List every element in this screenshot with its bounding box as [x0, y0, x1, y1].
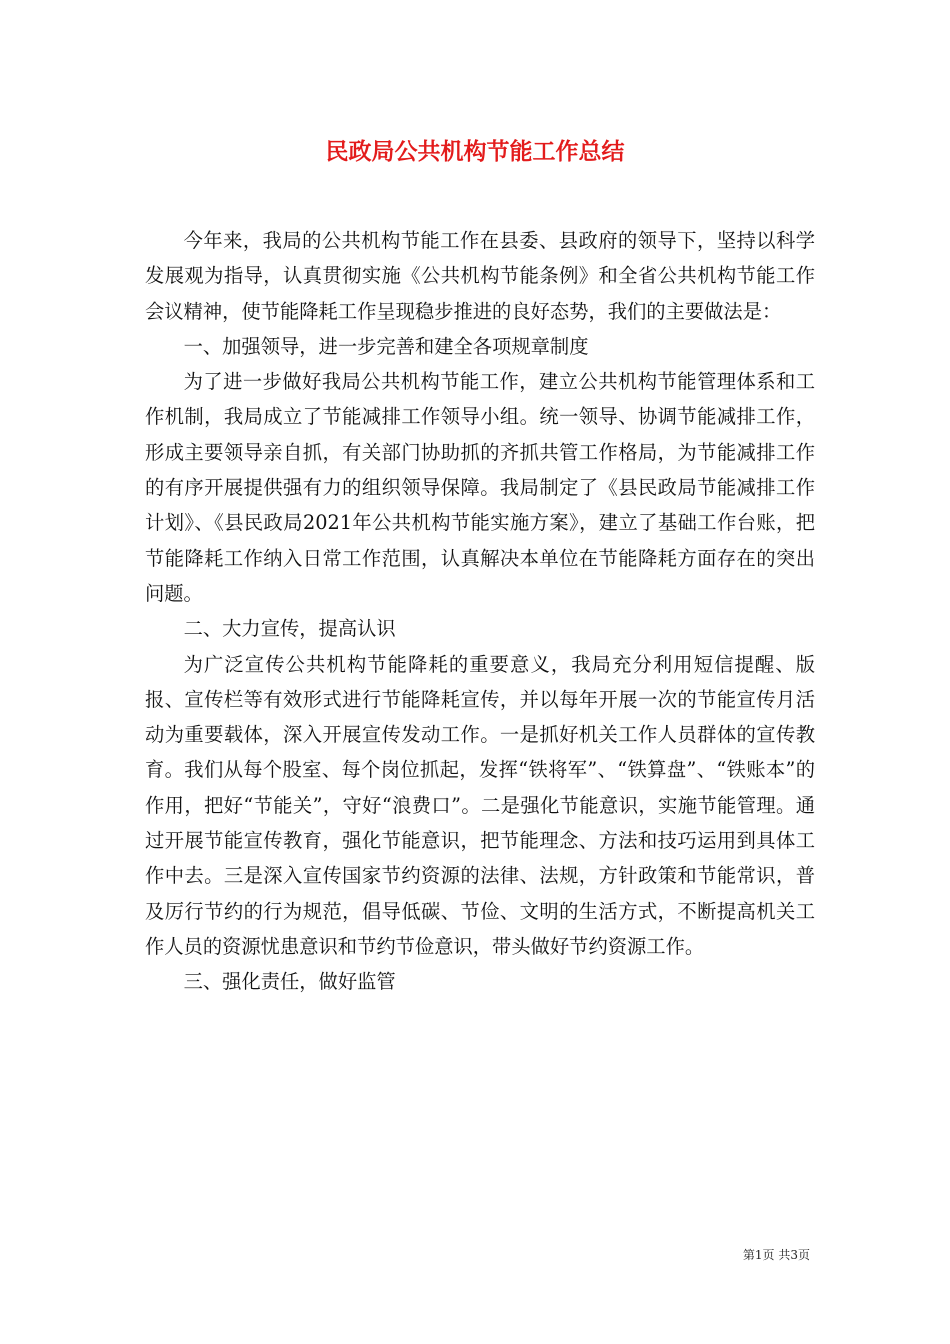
paragraph-section-1: 为了进一步做好我局公共机构节能工作，建立公共机构节能管理体系和工作机制，我局成立了节能减排工作领导小组。统一领导、协调节能减排工作，形成主要领导亲自抓，有关部门协助抓的齐抓共管工作格局，为节能减排工作的有序开展提供强有力的组织领导保障。我局制定了《县民政局节能减排工作计划》、《县民政局2021年公共机构节能实施方案》，建立了基础工作台账，把节能降耗工作纳入日常工作范围，认真解决本单位在节能降耗方面存在的突出问题。: [145, 370, 815, 605]
section-heading-1: 一、加强领导，进一步完善和建全各项规章制度: [183, 334, 589, 358]
document-body: [145, 223, 815, 1000]
section-heading-2: 二、大力宣传，提高认识: [183, 617, 396, 641]
paragraph-section-2: 为广泛宣传公共机构节能降耗的重要意义，我局充分利用短信提醒、版报、宣传栏等有效形式进行节能降耗宣传，并以每年开展一次的节能宣传月活动为重要载体，深入开展宣传发动工作。一是抓好机关工作人员群体的宣传教育。我们从每个股室、每个岗位抓起，发挥“铁将军”、“铁算盘”、“铁账本”的作用，把好“节能关”，守好“浪费口”。二是强化节能意识，实施节能管理。通过开展节能宣传教育，强化节能意识，把节能理念、方法和技巧运用到具体工作中去。三是深入宣传国家节约资源的法律、法规，方针政策和节能常识，普及厉行节约的行为规范，倡导低碳、节俭、文明的生活方式，不断提高机关工作人员的资源忧患意识和节约节俭意识，带头做好节约资源工作。: [145, 652, 815, 958]
document-title: 民政局公共机构节能工作总结: [325, 138, 625, 165]
section-heading-3: 三、强化责任，做好监管: [183, 970, 396, 994]
paragraph-intro: 今年来，我局的公共机构节能工作在县委、县政府的领导下，坚持以科学发展观为指导，认真贯彻实施《公共机构节能条例》和全省公共机构节能工作会议精神，使节能降耗工作呈现稳步推进的良好态势，我们的主要做法是：: [145, 229, 815, 323]
page-number-footer: 第1页 共3页: [742, 1248, 810, 1262]
